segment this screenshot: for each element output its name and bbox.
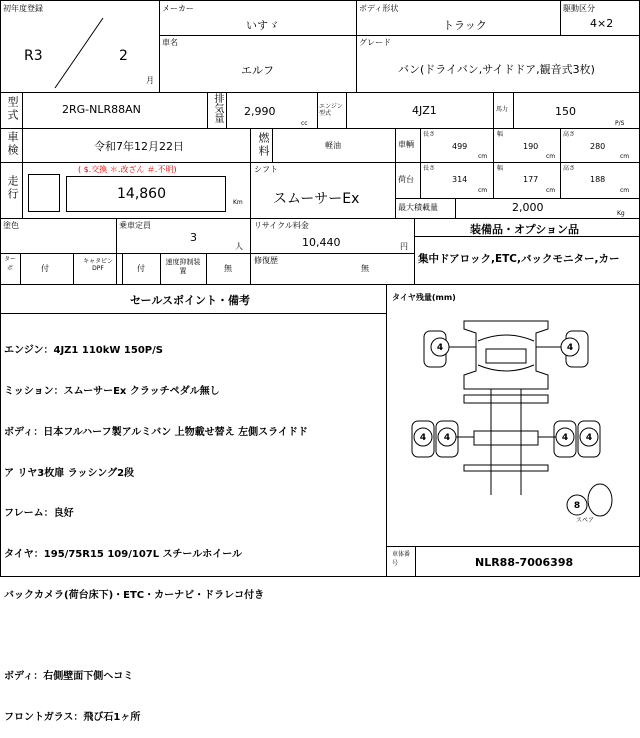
catalyst-label: キャタピンDPF <box>82 258 113 272</box>
engine-label: エンジン型式 <box>319 103 343 117</box>
shift-value: スムーサーEx <box>273 191 360 207</box>
color-label: 塗色 <box>3 221 19 230</box>
vin-label: 車体番号 <box>392 551 411 567</box>
reg-month: 2 <box>119 48 128 64</box>
fuel-label: 燃料 <box>257 132 270 158</box>
mileage-options: ( $.交換 ＊.改ざん ＃.不明) <box>78 165 177 174</box>
inspection-value: 令和7年12月22日 <box>94 140 184 153</box>
dim-length-label: 長さ <box>423 131 436 138</box>
mileage-label: 走行 <box>6 175 19 201</box>
cargo-height: 188 <box>590 175 606 184</box>
sales-line <box>4 630 384 644</box>
tire-rr-inner-value: 4 <box>561 433 569 443</box>
grade-label: グレード <box>359 38 391 47</box>
sales-line: ボディ：日本フルハーフ製アルミバン 上物載せ替え 左側スライドド <box>4 426 308 438</box>
body-type-value: トラック <box>443 19 487 32</box>
horsepower-value: 150 <box>555 105 576 118</box>
displacement-label: 排気量 <box>212 93 223 123</box>
car-name-value: エルフ <box>241 64 274 77</box>
car-name-label: 車名 <box>162 38 178 47</box>
capacity-label: 乗車定員 <box>119 221 151 230</box>
dim-length: 499 <box>452 142 468 151</box>
fuel-value: 軽油 <box>325 141 341 150</box>
equipment-value: 集中ドアロック,ETC,バックモニター,カー <box>418 253 620 265</box>
model-label: 型式 <box>6 96 19 122</box>
capacity-value: 3 <box>190 231 197 244</box>
shift-label: シフト <box>254 165 278 174</box>
speed-limiter-label: 速度抑制装置 <box>165 258 201 275</box>
cargo-width: 177 <box>523 175 539 184</box>
sales-line: ア リヤ3枚扉 ラッシング2段 <box>4 467 135 479</box>
horsepower-label: 馬力 <box>496 106 509 113</box>
speed-limiter-value: 無 <box>224 264 232 273</box>
turbo-label: ターボ <box>4 256 17 272</box>
tire-rl-inner-value: 4 <box>443 433 451 443</box>
cargo-length-label: 長さ <box>423 165 436 172</box>
cargo-height-unit: cm <box>620 187 630 194</box>
dim-height: 280 <box>590 142 606 151</box>
tire-rl-outer-value: 4 <box>419 433 427 443</box>
model-value: 2RG-NLR88AN <box>62 103 141 116</box>
reg-label: 初年度登録 <box>3 4 43 13</box>
maker-label: メーカー <box>162 4 194 13</box>
dim-width-unit: cm <box>546 153 556 160</box>
inspection-label: 車検 <box>6 131 19 157</box>
cargo-width-label: 幅 <box>497 165 504 172</box>
sales-line: エンジン：4JZ1 110kW 150P/S <box>4 345 163 357</box>
vin-value: NLR88-7006398 <box>475 556 574 569</box>
cargo-height-label: 高さ <box>563 165 576 172</box>
max-load-label: 最大積載量 <box>398 203 438 212</box>
sales-line: バックカメラ(荷台床下)・ETC・カーナビ・ドラレコ付き <box>4 589 265 601</box>
mileage-flag-box <box>28 174 60 212</box>
sales-line: ボディ：右側壁面下側ヘコミ <box>4 671 134 683</box>
sales-line: ミッション：スムーサーEx クラッチペダル無し <box>4 385 220 397</box>
cargo-label: 荷台 <box>398 175 414 184</box>
engine-value: 4JZ1 <box>412 104 437 117</box>
drive-value: 4×2 <box>590 17 614 30</box>
dimensions-label: 車輌 <box>398 140 414 149</box>
dim-width-label: 幅 <box>497 131 504 138</box>
spare-label: スペア <box>575 517 595 524</box>
sales-line: フロントガラス：飛び石1ヶ所 <box>4 712 141 724</box>
tire-rr-outer-value: 4 <box>585 433 593 443</box>
tire-spare-value: 8 <box>573 501 581 511</box>
max-load-value: 2,000 <box>512 201 544 214</box>
repair-label: 修復歴 <box>254 256 278 265</box>
dim-width: 190 <box>523 142 539 151</box>
body-type-label: ボディ形状 <box>359 4 399 13</box>
tire-fl-value: 4 <box>436 343 444 353</box>
reg-era: R3 <box>24 48 43 64</box>
sales-line: フレーム：良好 <box>4 508 74 520</box>
horsepower-unit: P/S <box>615 120 625 127</box>
recycle-label: リサイクル料金 <box>254 221 309 230</box>
tire-fr-value: 4 <box>566 343 574 353</box>
recycle-unit: 円 <box>400 242 408 251</box>
mileage-unit: Km <box>233 199 243 206</box>
sales-lines <box>4 317 384 738</box>
truck-diagram <box>386 285 640 546</box>
displacement-unit: cc <box>301 120 308 127</box>
grade-value: バン(ドライバン,サイドドア,観音式3枚) <box>398 63 595 76</box>
drive-label: 駆動区分 <box>563 4 595 13</box>
displacement-value: 2,990 <box>244 105 276 118</box>
dim-height-label: 高さ <box>563 131 576 138</box>
equipment-title: 装備品・オプション品 <box>470 223 580 236</box>
capacity-unit: 人 <box>235 242 243 251</box>
cargo-width-unit: cm <box>546 187 556 194</box>
repair-value: 無 <box>361 264 369 273</box>
mileage-value: 14,860 <box>117 186 166 202</box>
reg-month-unit: 月 <box>146 76 154 85</box>
sales-title: セールスポイント・備考 <box>130 294 251 307</box>
tires-title: タイヤ残量(mm) <box>392 293 456 302</box>
reg-diagonal <box>0 0 160 92</box>
catalyst-value: 付 <box>137 264 145 273</box>
cargo-length-unit: cm <box>478 187 488 194</box>
max-load-unit: Kg <box>617 210 625 217</box>
sales-line: タイヤ：195/75R15 109/107L スチールホイール <box>4 549 242 561</box>
turbo-value: 付 <box>41 264 49 273</box>
recycle-value: 10,440 <box>302 236 341 249</box>
maker-value: いすゞ <box>246 19 279 32</box>
cargo-length: 314 <box>452 175 468 184</box>
dim-length-unit: cm <box>478 153 488 160</box>
dim-height-unit: cm <box>620 153 630 160</box>
